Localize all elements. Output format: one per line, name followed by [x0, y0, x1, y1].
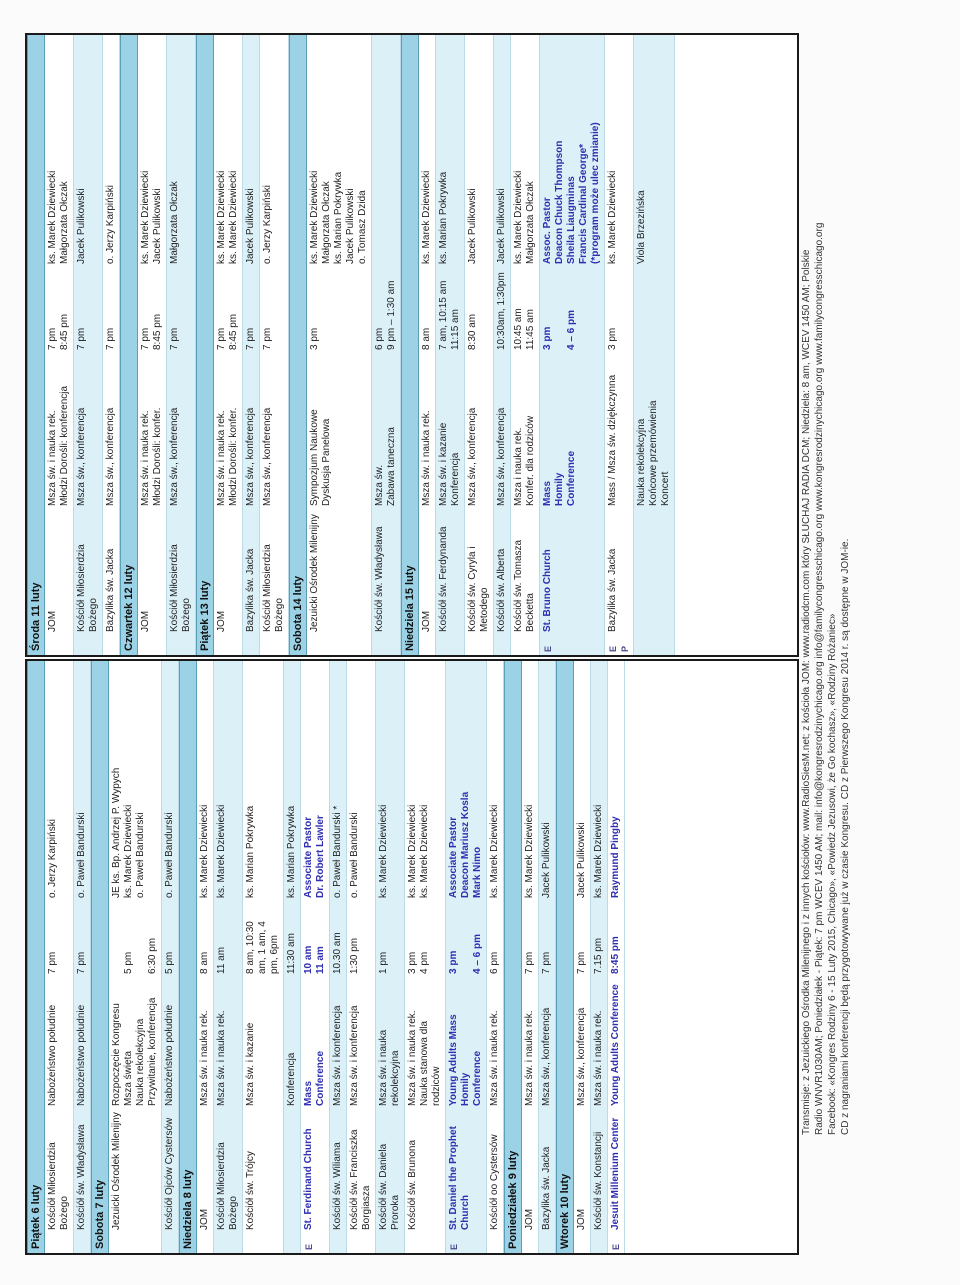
event-description: Konferencja: [286, 1052, 297, 1106]
event-place: Kościół św. Daniela Proroka: [378, 1143, 401, 1230]
schedule-row: [405, 661, 446, 1253]
event-time: 7 pm: [76, 327, 87, 350]
event-description: Msza św. i nauka rek.: [199, 1010, 210, 1106]
event-speaker: o. Paweł Bandurski: [76, 812, 87, 898]
event-description: Msza św. i kazanie Konferencja: [438, 422, 461, 506]
day-header: Poniedziałek 9 luty: [504, 661, 522, 1253]
event-speaker: ks. Marek Dziewiecki: [216, 804, 227, 898]
day-header: Piątek 13 luty: [196, 35, 214, 655]
schedule-row: [330, 661, 347, 1253]
event-time: 8:30 am: [467, 313, 478, 350]
schedule-row: [284, 661, 301, 1253]
event-place: Kościół oo Cystersów: [489, 1134, 500, 1230]
event-place: Kościół św. Brunona: [407, 1139, 418, 1230]
footer-notes: [800, 35, 852, 1135]
event-description: Msza św. i nauka rek. Młodzi Dorośli: konfer.: [216, 407, 239, 506]
event-description: Msza św. i nauka rek.: [524, 1010, 535, 1106]
event-place: JOM: [140, 610, 151, 632]
event-language-mark: [260, 635, 288, 655]
schedule-row: [522, 661, 539, 1253]
event-speaker: o. Jerzy Karpiński: [105, 185, 116, 264]
event-description: Msza św., konferencja: [467, 407, 478, 506]
event-description: Young Adults Conference: [610, 984, 621, 1106]
event-time: 7 pm: [47, 951, 58, 974]
event-speaker: ks. Marian Pokrywka: [245, 805, 256, 898]
footer-line-1: Transmisje: z Jezuickiego Ośrodka Milenijnego i z innych kościołów: www.RadioSiesM.net; z kościoła JOM: www.radiodcm.com który SŁUCHAJ RADIA DCM; Niedziela: 8 am, WCEV 1450 AM; Polskie: [801, 249, 812, 1135]
event-speaker: ks. Marian Pokrywka: [286, 805, 297, 898]
schedule-row: [307, 35, 372, 655]
event-time: 6 pm 9 pm – 1:30 am: [374, 280, 397, 350]
schedule-row: [419, 35, 436, 655]
event-language-mark: [243, 635, 259, 655]
event-description: Nabożeństwo południe: [164, 1004, 175, 1106]
day-header: Sobota 7 luty: [91, 661, 109, 1253]
event-speaker: o. Jerzy Karpiński: [262, 185, 273, 264]
footer-line-4: CD z nagraniami konferencji będą przygotowywane już w czasie Kongresu. CD z Pierwszego Kongresu 2014 r. są dostępne w JOM-ie.: [840, 538, 851, 1135]
event-time: 10.30 am: [332, 932, 343, 974]
event-place: Kościół Miłosierdzia Bożego: [262, 544, 285, 632]
event-speaker: ks. Marek Dziewiecki: [378, 804, 389, 898]
event-description: Msza św. i nauka rek.: [593, 1010, 604, 1106]
event-place: Kościół św. Konstancji: [593, 1131, 604, 1230]
event-place: Bazylika św. Jacka: [541, 1146, 552, 1230]
event-language-mark: E: [543, 645, 553, 652]
event-place: St. Bruno Church: [542, 549, 553, 632]
event-description: Msza św., konferencja: [541, 1007, 552, 1106]
schedule-row: [608, 661, 625, 1253]
event-language-mark: E: [611, 1243, 621, 1250]
event-time: 7 pm 8:45 pm: [140, 313, 163, 350]
event-place: [634, 509, 674, 635]
event-speaker: Małgorzata Ołczak: [169, 181, 180, 264]
event-description: Msza św. i nauka rek. Młodzi Dorośli: konfer.: [140, 407, 163, 506]
event-speaker: Viola Brzezińska: [636, 190, 647, 264]
schedule-row: [243, 661, 284, 1253]
event-language-mark: [214, 1233, 242, 1253]
schedule-row: [214, 661, 243, 1253]
day-header: Sobota 14 luty: [289, 35, 307, 655]
event-place: Bazylika św. Jacka: [245, 548, 256, 632]
event-language-mark: [539, 1233, 555, 1253]
schedule-row: [634, 35, 675, 655]
event-time: 5 pm 6:30 pm: [123, 937, 158, 974]
event-place: Bazylika św. Jacka: [607, 548, 618, 632]
event-description: Msza św. i nauka rek.: [216, 1010, 227, 1106]
day-header: Niedziela 15 luty: [401, 35, 419, 655]
event-time: 10 am 11 am: [303, 945, 326, 974]
event-language-mark: [634, 635, 674, 655]
schedule-row: [494, 35, 511, 655]
event-description: Msza św. i nauka rek.: [489, 1010, 500, 1106]
event-place: St. Ferdinand Church: [303, 1128, 314, 1230]
event-speaker: Jacek Pulikowski: [576, 822, 587, 898]
event-description: Nabożeństwo południe: [76, 1004, 87, 1106]
event-place: Kościół św. Franciszka Borgiasza: [349, 1129, 372, 1230]
event-time: 7 pm 8:45 pm: [47, 313, 70, 350]
schedule-row: [446, 661, 487, 1253]
event-description: Msza św. i nauka rekolekcyjna: [378, 1029, 401, 1106]
event-place: Kościół św. Tomasza Becketta: [513, 539, 536, 632]
schedule-row: [167, 35, 196, 655]
event-description: Msza św., konferencja: [496, 407, 507, 506]
event-speaker: ks. Marek Dziewiecki: [421, 170, 432, 264]
event-time: [634, 267, 674, 353]
event-place: Kościół Miłosierdzia Bożego: [47, 1142, 70, 1230]
event-speaker: ks. Marek Dziewiecki: [607, 170, 618, 264]
schedule-row: [45, 661, 74, 1253]
event-speaker: ks. Marek Dziewiecki ks. Marek Dziewiecki: [407, 804, 430, 898]
event-time: 1:30 pm: [349, 937, 360, 974]
event-time: 11:30 am: [286, 933, 297, 974]
event-place: JOM: [576, 1208, 587, 1230]
event-time: 8 am: [199, 951, 210, 974]
event-place: St. Daniel the Prophet Church: [448, 1126, 471, 1230]
event-speaker: o. Paweł Bandurski *: [332, 805, 343, 898]
event-language-mark: E P: [608, 645, 630, 652]
event-description: Msza św. i nauka rek.: [421, 410, 432, 506]
event-time: 7 pm: [169, 327, 180, 350]
event-description: Msza św., konferencja: [576, 1007, 587, 1106]
event-language-mark: [167, 635, 195, 655]
schedule-row: [138, 35, 167, 655]
event-speaker: Raymund Pingby: [610, 816, 621, 898]
event-description: Msza św. i kazanie: [245, 1022, 256, 1106]
event-language-mark: [494, 635, 510, 655]
event-time: 3 pm: [309, 327, 320, 350]
event-description: Mass Conference: [303, 1050, 326, 1106]
schedule-row: [74, 35, 103, 655]
footer-line-2: Radio WNVR1030AM; Poniedziałek - Piątek: 7 pm WCEV 1450 AM; mail: info@kongresrodzinychicago.org info@familycongresschicago.org www.kongresrodzinychicago.org www.familycongresschicago.org: [814, 222, 825, 1135]
schedule-row: [539, 661, 556, 1253]
event-language-mark: [45, 635, 73, 655]
schedule-row: [347, 661, 376, 1253]
schedule-row: [260, 35, 289, 655]
event-description: Mass / Msza św. dziękczynna: [607, 374, 618, 506]
event-speaker: o. Jerzy Karpiński: [47, 819, 58, 898]
event-time: 7 am, 10:15 am 11:15 am: [438, 280, 461, 350]
schedule-row: [487, 661, 504, 1253]
event-speaker: o. Paweł Bandurski: [349, 812, 360, 898]
schedule-row: [465, 35, 494, 655]
event-time: 10:45 am 11:45 am: [513, 308, 536, 350]
event-description: Msza i nauka rek. Konfer. dla rodziców: [513, 415, 536, 506]
event-place: Kościół Miłosierdzia Bożego: [216, 1142, 239, 1230]
event-time: 8 am: [421, 327, 432, 350]
event-place: Jezuicki Ośrodek Milenijny: [309, 514, 320, 632]
event-language-mark: [465, 635, 493, 655]
event-language-mark: [347, 1233, 375, 1253]
event-speaker: ks. Marek Dziewiecki ks. Marek Dziewiecki: [216, 170, 239, 264]
event-description: Msza św., konferencja: [169, 407, 180, 506]
event-speaker: ks. Marek Dziewiecki Jacek Pulikowski: [140, 170, 163, 264]
event-language-mark: [307, 635, 371, 655]
event-description: Msza św., konferencja: [245, 407, 256, 506]
event-description: Msza św., konferencja: [76, 407, 87, 506]
schedule-panel-left: [25, 659, 799, 1255]
event-place: Kościół św. Alberta: [496, 548, 507, 632]
event-time: 3 pm 4 pm: [407, 951, 430, 974]
event-time: 6 pm: [489, 951, 500, 974]
event-place: Jezuicki Ośrodek Milenijny: [111, 1112, 122, 1230]
event-language-mark: [74, 1233, 90, 1253]
event-speaker: ks. Marek Dziewiecki: [489, 804, 500, 898]
event-time: 10:30am, 1:30pm: [496, 272, 507, 350]
event-description: Mass Homily Conference: [542, 450, 577, 506]
schedule-row: [605, 35, 634, 655]
event-language-mark: [109, 1233, 161, 1253]
event-language-mark: [591, 1233, 607, 1253]
event-description: Sympozjum Naukowe Dyskusja Panelowa: [309, 409, 332, 506]
event-language-mark: [405, 1233, 445, 1253]
schedule-row: [103, 35, 120, 655]
event-time: 7 pm: [76, 951, 87, 974]
event-description: Nauka rekolekcyjna Końcowe przemówienia Koncert: [636, 400, 671, 506]
event-speaker: Jacek Pulikowski: [541, 822, 552, 898]
event-language-mark: [376, 1233, 404, 1253]
schedule-row: [540, 35, 605, 655]
schedule-row: [197, 661, 214, 1253]
event-place: Kościół św. Cyryla i Metodego: [467, 546, 490, 632]
event-place: Kościół Ojców Cystersów: [164, 1117, 175, 1230]
event-place: JOM: [524, 1208, 535, 1230]
event-description: Nabożeństwo południe: [47, 1004, 58, 1106]
event-time: 3 pm: [607, 327, 618, 350]
event-place: Kościół św. Trójcy: [245, 1151, 256, 1230]
schedule-row: [574, 661, 591, 1253]
event-speaker: ks. Marek Dziewiecki Małgorzata Ołczak: [47, 170, 70, 264]
event-speaker: Jacek Pulikowski: [467, 188, 478, 264]
event-place: JOM: [199, 1208, 210, 1230]
event-speaker: ks. Marek Dziewiecki: [593, 804, 604, 898]
schedule-row: [45, 35, 74, 655]
event-language-mark: E: [304, 1243, 314, 1250]
event-description: Msza św. i konferencja: [332, 1005, 343, 1106]
event-time: 1 pm: [378, 951, 389, 974]
event-language-mark: [243, 1233, 283, 1253]
event-speaker: JE ks. Bp. Andrzej P. Wypych ks. Marek Dziewiecki o. Paweł Bandurski: [111, 767, 146, 898]
event-place: [284, 1109, 300, 1233]
event-description: Msza św. i nauka rek. Młodzi Dorośli: konferencja: [47, 385, 70, 506]
event-speaker: Assoc. Pastor Deacon Chuck Thompson Sheila Liaugminas Francis Cardinal George* (*program może ulec zmianie): [542, 122, 601, 264]
event-place: Kościół św. Władysława: [76, 1124, 87, 1230]
event-place: JOM: [216, 610, 227, 632]
event-place: JOM: [421, 610, 432, 632]
event-place: Kościół św. Ferdynanda: [438, 526, 449, 632]
event-time: 7 pm: [541, 951, 552, 974]
event-speaker: ks. Marek Dziewiecki: [199, 804, 210, 898]
footer-line-3: Facebook: «Kongres Rodziny 6 - 15 Luty 2015, Chicago», «Powiedz Jezusowi, że Go kochasz», «Rodziny Różaniec»: [827, 613, 838, 1135]
event-description: Msza św. i nauka rek. Nauka stanowa dla rodziców: [407, 1010, 442, 1106]
event-speaker: Jacek Pulikowski: [245, 188, 256, 264]
schedule-row: [301, 661, 330, 1253]
event-time: 7.15 pm: [593, 937, 604, 974]
event-language-mark: E: [449, 1243, 459, 1250]
event-place: Kościół św. Władysława: [374, 526, 385, 632]
event-time: 3 pm 4 – 6 pm: [448, 933, 483, 974]
event-time: 7 pm: [105, 327, 116, 350]
schedule-panel-right: [25, 33, 799, 657]
event-time: 7 pm: [245, 327, 256, 350]
event-place: Kościół Miłosierdzia Bożego: [169, 544, 192, 632]
event-time: 7 pm: [262, 327, 273, 350]
event-speaker: Jacek Pulikowski: [76, 188, 87, 264]
day-header: Niedziela 8 luty: [179, 661, 197, 1253]
event-language-mark: [574, 1233, 590, 1253]
event-place: Kościół Miłosierdzia Bożego: [76, 544, 99, 632]
schedule-row: [376, 661, 405, 1253]
event-time: 11 am: [216, 946, 227, 974]
event-language-mark: [522, 1233, 538, 1253]
event-speaker: ks. Marian Pokrywka: [438, 171, 449, 264]
event-language-mark: [487, 1233, 503, 1253]
event-time: 8:45 pm: [610, 936, 621, 974]
day-header: Środa 11 luty: [27, 35, 45, 655]
event-language-mark: [162, 1233, 178, 1253]
event-time: 3 pm 4 – 6 pm: [542, 309, 577, 350]
event-speaker: [372, 41, 400, 267]
event-time: 5 pm: [164, 951, 175, 974]
event-speaker: Associate Pastor Deacon Mariusz Kosla Mark Nimo: [448, 791, 483, 898]
event-time: 7 pm: [576, 951, 587, 974]
event-speaker: ks. Marek Dziewiecki Małgorzata Ołczak ks. Marian Pokrywka Jacek Pulikowski o. Tomasz Dzida: [309, 170, 368, 264]
event-language-mark: [511, 635, 539, 655]
event-speaker: ks. Marek Dziewiecki: [524, 804, 535, 898]
event-time: 8 am, 10:30 am, 1 am, 4 pm, 6pm: [245, 921, 280, 974]
event-language-mark: [197, 1233, 213, 1253]
event-place: JOM: [47, 610, 58, 632]
event-speaker: Associate Pastor Dr. Robert Lawler: [303, 815, 326, 898]
event-speaker: Jacek Pulikowski: [496, 188, 507, 264]
event-place: Jesuit Millenium Center: [610, 1117, 621, 1230]
schedule-row: [436, 35, 465, 655]
schedule-row: [74, 661, 91, 1253]
event-description: Young Adults Mass Homily Conference: [448, 1014, 483, 1106]
event-language-mark: [419, 635, 435, 655]
schedule-row: [243, 35, 260, 655]
schedule-row: [162, 661, 179, 1253]
event-description: Msza św., konferencja: [262, 407, 273, 506]
day-header: Czwartek 12 luty: [120, 35, 138, 655]
event-speaker: ks. Marek Dziewiecki Małgorzata Ołczak: [513, 170, 536, 264]
day-header: Piątek 6 luty: [27, 661, 45, 1253]
event-language-mark: [45, 1233, 73, 1253]
schedule-row: [511, 35, 540, 655]
event-language-mark: [372, 635, 400, 655]
event-language-mark: [436, 635, 464, 655]
event-language-mark: [330, 1233, 346, 1253]
event-time: 7 pm 8:45 pm: [216, 313, 239, 350]
event-description: Msza św., konferencja: [105, 407, 116, 506]
event-description: Msza św. Zabawa taneczna: [374, 427, 397, 506]
event-language-mark: [138, 635, 166, 655]
event-language-mark: [214, 635, 242, 655]
event-time: 7 pm: [524, 951, 535, 974]
schedule-row: [109, 661, 162, 1253]
event-language-mark: [74, 635, 102, 655]
event-description: Rozpoczęcie Kongresu Msza święta Nauka rekolekcyjna Przywitanie, konferencja: [111, 997, 158, 1106]
event-description: Msza św. i konferencja: [349, 1005, 360, 1106]
schedule-row: [214, 35, 243, 655]
event-place: Kościół św. Wiliama: [332, 1142, 343, 1230]
day-header: Wtorek 10 luty: [556, 661, 574, 1253]
event-speaker: o. Paweł Bandurski: [164, 812, 175, 898]
schedule-row: [591, 661, 608, 1253]
event-language-mark: [103, 635, 119, 655]
event-language-mark: [284, 1233, 300, 1253]
schedule-row: [372, 35, 401, 655]
event-place: Bazylika św. Jacka: [105, 548, 116, 632]
